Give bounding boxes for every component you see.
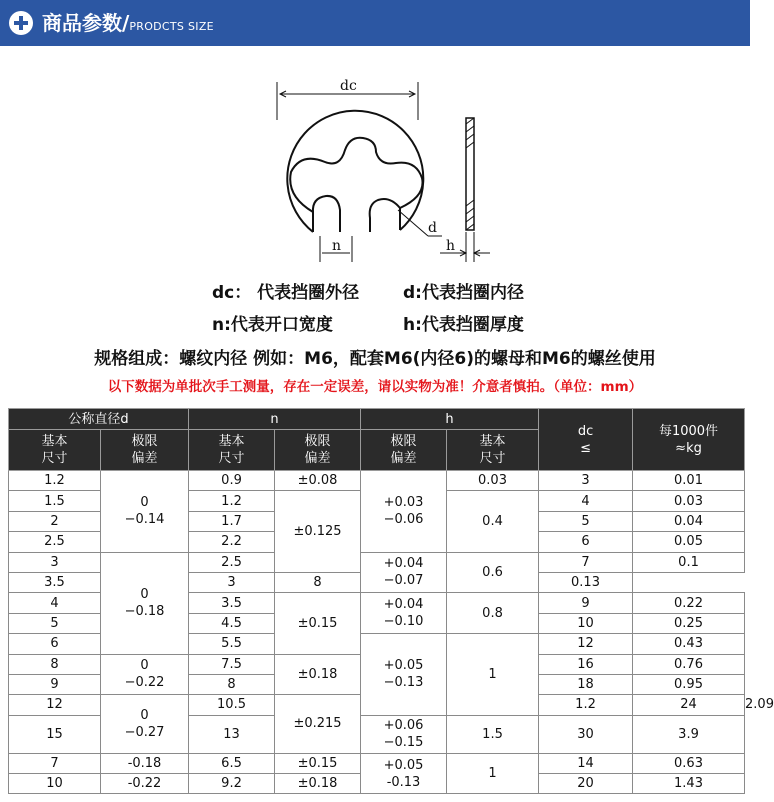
cell-weight: 1.43 [633, 774, 745, 794]
cell-h-tol: +0.05 -0.13 [361, 753, 447, 794]
cell-dc: 12 [539, 634, 633, 654]
cell-d-basic: 6 [9, 634, 101, 654]
cell-weight: 0.22 [633, 593, 745, 613]
spec-table [8, 408, 774, 794]
legend-h: h:代表挡圈厚度 [403, 315, 524, 335]
cell-h-tol: +0.04 −0.07 [361, 552, 447, 593]
cell-d-basic: 12 [9, 695, 101, 715]
cell-d-tol: 0 −0.18 [101, 552, 189, 654]
cell-weight: 0.1 [633, 552, 745, 572]
legend-d: d:代表挡圈内径 [403, 283, 524, 303]
cell-d-basic: 3 [9, 552, 101, 572]
cell-n-basic: 8 [189, 674, 275, 694]
cell-d-basic: 4 [9, 593, 101, 613]
header-dc: dc ≤ [539, 409, 633, 471]
cell-dc: 30 [539, 715, 633, 753]
cell-n-basic: 2.5 [189, 552, 275, 572]
cell-n-basic: 10.5 [189, 695, 275, 715]
cell-dc: 4 [539, 491, 633, 511]
cell-dc: 9 [539, 593, 633, 613]
cell-d-basic: 10 [9, 774, 101, 794]
cell-weight: 0.13 [539, 572, 633, 592]
cell-n-basic: 2.2 [189, 532, 275, 552]
table-row [9, 471, 745, 491]
header-d: 公称直径d [9, 409, 189, 430]
cell-n-tol: ±0.18 [275, 654, 361, 695]
cell-h-basic: 1 [447, 634, 539, 716]
header-n: n [189, 409, 361, 430]
label-h: h [446, 238, 456, 254]
cell-dc: 16 [539, 654, 633, 674]
table-row [9, 753, 745, 773]
ring-right-lobe [370, 199, 400, 232]
cell-n-tol: ±0.15 [275, 753, 361, 773]
header-subtitle: PRODCTS SIZE [129, 20, 214, 33]
cell-dc: 10 [539, 613, 633, 633]
measurement-warning: 以下数据为单批次手工测量，存在一定误差，请以实物为准！介意者慎拍。（单位：mm） [107, 379, 643, 395]
cell-d-tol: -0.18 [101, 753, 189, 773]
cell-weight: 0.43 [633, 634, 745, 654]
cell-n-basic: 4.5 [189, 613, 275, 633]
cell-n-basic: 0.9 [189, 471, 275, 491]
header-banner [0, 0, 750, 46]
cell-h-basic: 0.8 [447, 593, 539, 634]
cell-n-basic: 3 [189, 572, 275, 592]
header-h: h [361, 409, 539, 430]
cell-d-basic: 9 [9, 674, 101, 694]
cell-h-tol: +0.06 −0.15 [361, 715, 447, 753]
plus-circle-icon [8, 10, 34, 36]
cell-d-basic: 3.5 [9, 572, 101, 592]
cell-dc: 7 [539, 552, 633, 572]
spec-description: 规格组成：螺纹内径 例如：M6，配套M6(内径6)的螺母和M6的螺丝使用 [94, 349, 656, 369]
cell-dc: 20 [539, 774, 633, 794]
cell-weight: 0.04 [633, 511, 745, 531]
cell-n-tol: ±0.15 [275, 593, 361, 654]
cell-weight: 0.01 [633, 471, 745, 491]
cell-dc: 3 [539, 471, 633, 491]
cell-dc: 6 [539, 532, 633, 552]
header-title-text: 商品参数/ [42, 11, 130, 35]
cell-d-basic: 8 [9, 654, 101, 674]
cell-h-tol: +0.03 −0.06 [361, 471, 447, 553]
cell-n-basic: 9.2 [189, 774, 275, 794]
cell-d-basic: 2 [9, 511, 101, 531]
cell-d-tol: 0 −0.27 [101, 695, 189, 753]
cell-n-basic: 5.5 [189, 634, 275, 654]
cell-h-basic: 0.03 [447, 471, 539, 491]
cell-dc: 5 [539, 511, 633, 531]
header-title [42, 10, 214, 40]
cell-d-basic: 5 [9, 613, 101, 633]
header-h-tol: 极限 偏差 [361, 430, 447, 471]
cell-dc: 8 [275, 572, 361, 592]
table-row [9, 552, 745, 572]
label-d: d [428, 220, 437, 236]
label-n: n [332, 238, 342, 254]
header-d-tol: 极限 偏差 [101, 430, 189, 471]
cell-weight: 0.63 [633, 753, 745, 773]
cell-n-basic: 6.5 [189, 753, 275, 773]
header-n-tol: 极限 偏差 [275, 430, 361, 471]
cell-h-basic: 1 [447, 753, 539, 794]
cell-n-basic: 13 [189, 715, 275, 753]
cell-n-basic: 3.5 [189, 593, 275, 613]
header-n-basic: 基本 尺寸 [189, 430, 275, 471]
cell-h-basic: 1.2 [539, 695, 633, 715]
cell-weight: 0.95 [633, 674, 745, 694]
cell-weight: 0.05 [633, 532, 745, 552]
cell-d-basic: 7 [9, 753, 101, 773]
cell-d-tol: -0.22 [101, 774, 189, 794]
cell-d-basic: 1.2 [9, 471, 101, 491]
cell-dc: 18 [539, 674, 633, 694]
cell-d-tol: 0 −0.14 [101, 471, 189, 553]
header-d-basic: 基本 尺寸 [9, 430, 101, 471]
ring-inner-edge [290, 138, 422, 232]
legend-dc: dc： 代表挡圈外径 [212, 283, 360, 303]
cell-d-basic: 15 [9, 715, 101, 753]
cell-d-basic: 1.5 [9, 491, 101, 511]
cell-weight: 0.25 [633, 613, 745, 633]
table-row: 12 0 −0.27 10.5 ±0.215 1.2 24 2.09 [9, 695, 745, 715]
cell-h-basic: 0.4 [447, 491, 539, 552]
cell-weight: 0.03 [633, 491, 745, 511]
cell-d-tol: 0 −0.22 [101, 654, 189, 695]
cell-weight: 3.9 [633, 715, 745, 753]
cell-n-basic: 7.5 [189, 654, 275, 674]
cell-h-tol: +0.04 −0.10 [361, 593, 447, 634]
cell-n-tol: ±0.215 [275, 695, 361, 753]
cell-h-basic: 1.5 [447, 715, 539, 753]
cell-h-basic: 0.6 [447, 552, 539, 593]
cell-n-tol: ±0.08 [275, 471, 361, 491]
ring-left-lobe [313, 196, 340, 232]
cell-n-tol: ±0.18 [275, 774, 361, 794]
legend-n: n:代表开口宽度 [212, 315, 333, 335]
cell-h-tol: +0.05 −0.13 [361, 634, 447, 716]
cell-dc: 24 [633, 695, 745, 715]
cell-n-basic: 1.7 [189, 511, 275, 531]
label-dc: dc [340, 78, 357, 94]
cell-n-tol: ±0.125 [275, 491, 361, 573]
retaining-ring-diagram [0, 60, 750, 270]
cell-weight: 0.76 [633, 654, 745, 674]
header-h-basic: 基本 尺寸 [447, 430, 539, 471]
cell-n-basic: 1.2 [189, 491, 275, 511]
cell-d-basic: 2.5 [9, 532, 101, 552]
header-weight: 每1000件 ≈kg [633, 409, 745, 471]
cell-dc: 14 [539, 753, 633, 773]
